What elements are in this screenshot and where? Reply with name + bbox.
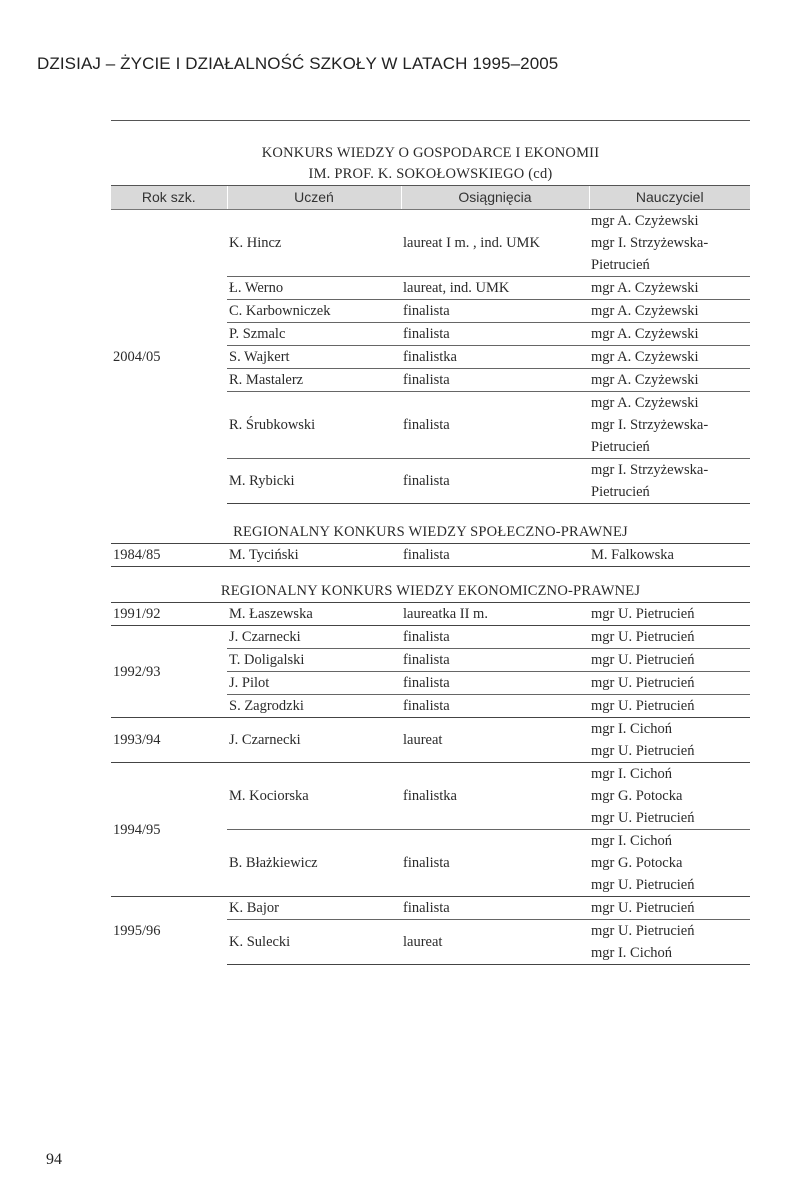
student-name: J. Czarnecki: [227, 718, 401, 763]
teacher: [589, 718, 750, 763]
teacher-line: mgr U. Pietrucień: [591, 606, 695, 622]
school-year: 1991/92: [111, 603, 227, 626]
teacher: [589, 392, 750, 459]
table-header-row: [111, 186, 750, 210]
school-year: 2004/05: [113, 348, 161, 365]
achievement: laureat, ind. UMK: [401, 277, 589, 300]
teacher: [589, 210, 750, 277]
section2-title: REGIONALNY KONKURS WIEDZY SPOŁECZNO-PRAWNEJ: [233, 524, 628, 540]
school-year: 1993/94: [111, 718, 227, 763]
school-year: 1992/93: [111, 626, 227, 718]
teacher-line: mgr A. Czyżewski: [591, 372, 699, 388]
achievement: finalista: [401, 300, 589, 323]
achievement: finalista: [401, 672, 589, 695]
teacher-line: mgr I. Strzyżewska-: [591, 417, 709, 433]
student-name: C. Karbowniczek: [227, 300, 401, 323]
teacher: [589, 369, 750, 392]
teacher-line: Pietrucień: [591, 484, 650, 500]
achievement: laureat I m. , ind. UMK: [401, 210, 589, 277]
student-name: J. Pilot: [227, 672, 401, 695]
table-row: [111, 718, 750, 763]
table-row: [111, 210, 750, 277]
teacher-line: mgr I. Strzyżewska-: [591, 235, 709, 251]
teacher-line: Pietrucień: [591, 257, 650, 273]
teacher-line: mgr U. Pietrucień: [591, 923, 695, 939]
student-name: R. Śrubkowski: [227, 392, 401, 459]
section1-title-line1: KONKURS WIEDZY O GOSPODARCE I EKONOMII: [261, 145, 600, 161]
header-achievement: Osiągnięcia: [401, 186, 589, 210]
teacher: [589, 603, 750, 626]
competition-results: [111, 120, 750, 965]
teacher: [589, 544, 750, 567]
section2-table: [111, 543, 750, 567]
teacher: [589, 763, 750, 830]
teacher-line: mgr U. Pietrucień: [591, 900, 695, 916]
teacher-line: mgr I. Strzyżewska-: [591, 462, 709, 478]
achievement: finalista: [401, 626, 589, 649]
table-row: [111, 897, 750, 920]
student-name: M. Rybicki: [227, 459, 401, 504]
teacher-line: mgr A. Czyżewski: [591, 303, 699, 319]
teacher-line: mgr U. Pietrucień: [591, 810, 695, 826]
achievement: finalistka: [401, 346, 589, 369]
teacher-line: mgr U. Pietrucień: [591, 743, 695, 759]
achievement: finalista: [401, 544, 589, 567]
student-name: R. Mastalerz: [227, 369, 401, 392]
teacher-line: mgr U. Pietrucień: [591, 629, 695, 645]
teacher: [589, 346, 750, 369]
student-name: Ł. Werno: [227, 277, 401, 300]
header-year: Rok szk.: [111, 186, 227, 210]
table-row: [111, 763, 750, 830]
achievement: laureat: [401, 920, 589, 965]
table-row: [111, 544, 750, 567]
school-year: 1995/96: [111, 897, 227, 965]
header-student: Uczeń: [227, 186, 401, 210]
teacher-line: M. Falkowska: [591, 547, 674, 563]
achievement: finalista: [401, 897, 589, 920]
achievement: finalista: [401, 830, 589, 897]
teacher-line: mgr A. Czyżewski: [591, 349, 699, 365]
student-name: M. Tyciński: [227, 544, 401, 567]
running-header: DZISIAJ – ŻYCIE I DZIAŁALNOŚĆ SZKOŁY W LATACH 1995–2005: [37, 54, 559, 73]
teacher: [589, 626, 750, 649]
table-row: [111, 603, 750, 626]
teacher: [589, 920, 750, 965]
student-name: S. Wajkert: [227, 346, 401, 369]
teacher: [589, 649, 750, 672]
section1-title-line2: IM. PROF. K. SOKOŁOWSKIEGO (cd): [308, 166, 553, 182]
teacher: [589, 300, 750, 323]
teacher-line: mgr U. Pietrucień: [591, 675, 695, 691]
teacher: [589, 323, 750, 346]
teacher-line: mgr I. Cichoń: [591, 945, 672, 961]
teacher-line: Pietrucień: [591, 439, 650, 455]
teacher-line: mgr I. Cichoń: [591, 766, 672, 782]
teacher: [589, 459, 750, 504]
teacher-line: mgr U. Pietrucień: [591, 877, 695, 893]
student-name: P. Szmalc: [227, 323, 401, 346]
teacher-line: mgr G. Potocka: [591, 855, 683, 871]
section3-title: REGIONALNY KONKURS WIEDZY EKONOMICZNO-PRAWNEJ: [220, 583, 641, 599]
achievement: finalista: [401, 695, 589, 718]
student-name: K. Sulecki: [227, 920, 401, 965]
teacher-line: mgr A. Czyżewski: [591, 395, 699, 411]
teacher: [589, 277, 750, 300]
student-name: S. Zagrodzki: [227, 695, 401, 718]
teacher: [589, 672, 750, 695]
section1-table: [111, 185, 750, 504]
section3-table: [111, 602, 750, 965]
achievement: laureat: [401, 718, 589, 763]
achievement: finalistka: [401, 763, 589, 830]
achievement: finalista: [401, 369, 589, 392]
student-name: M. Kociorska: [227, 763, 401, 830]
teacher-line: mgr I. Cichoń: [591, 721, 672, 737]
student-name: B. Błażkiewicz: [227, 830, 401, 897]
teacher: [589, 830, 750, 897]
teacher-line: mgr U. Pietrucień: [591, 698, 695, 714]
teacher-line: mgr A. Czyżewski: [591, 213, 699, 229]
school-year: 1984/85: [111, 544, 227, 567]
achievement: finalista: [401, 649, 589, 672]
achievement: finalista: [401, 459, 589, 504]
teacher: [589, 695, 750, 718]
achievement: finalista: [401, 392, 589, 459]
page-number: 94: [46, 1151, 62, 1168]
student-name: K. Hincz: [227, 210, 401, 277]
table-row: [111, 626, 750, 649]
teacher: [589, 897, 750, 920]
student-name: M. Łaszewska: [227, 603, 401, 626]
teacher-line: mgr I. Cichoń: [591, 833, 672, 849]
teacher-line: mgr G. Potocka: [591, 788, 683, 804]
teacher-line: mgr A. Czyżewski: [591, 326, 699, 342]
header-teacher: Nauczyciel: [589, 186, 750, 210]
teacher-line: mgr A. Czyżewski: [591, 280, 699, 296]
achievement: finalista: [401, 323, 589, 346]
teacher-line: mgr U. Pietrucień: [591, 652, 695, 668]
school-year: 1994/95: [111, 763, 227, 897]
achievement: laureatka II m.: [401, 603, 589, 626]
student-name: T. Doligalski: [227, 649, 401, 672]
student-name: K. Bajor: [227, 897, 401, 920]
student-name: J. Czarnecki: [227, 626, 401, 649]
